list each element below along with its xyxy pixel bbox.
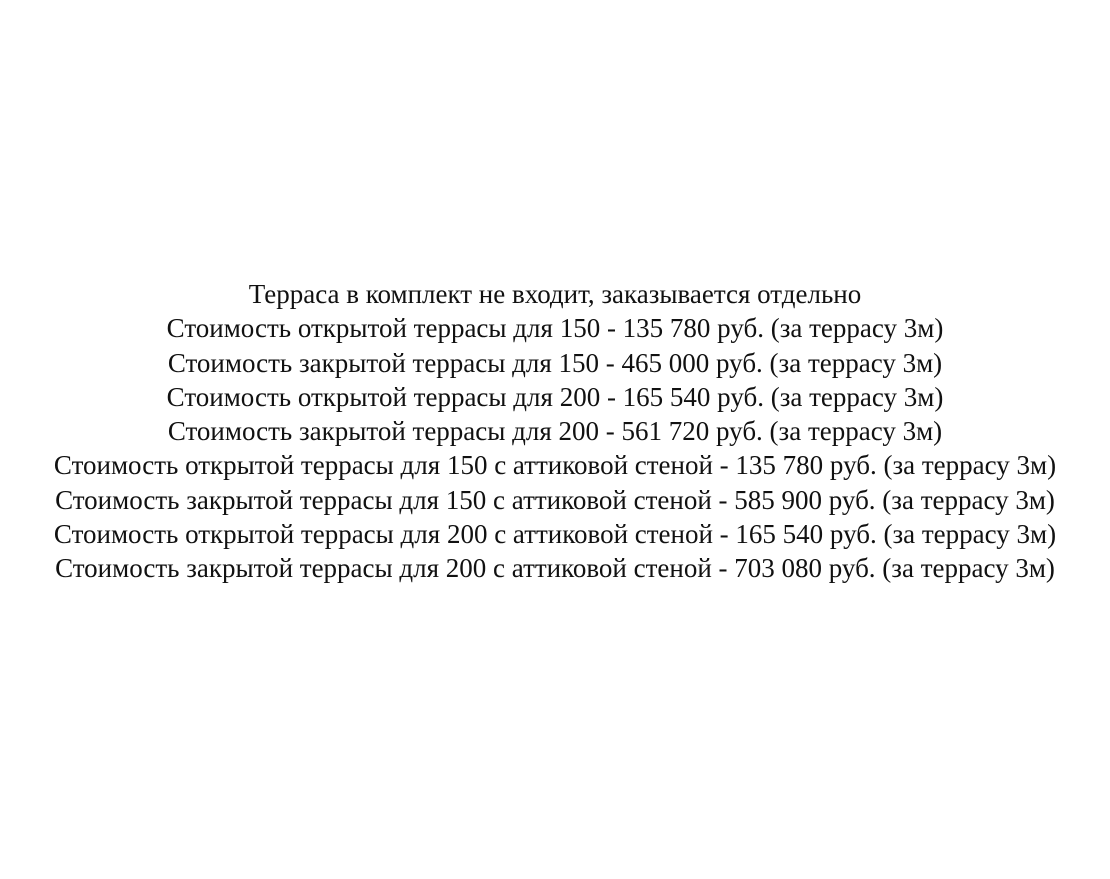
price-line: Стоимость открытой террасы для 200 - 165 540 руб. (за террасу 3м) [166, 381, 944, 412]
terrace-price-list [0, 277, 1110, 586]
price-line: Стоимость закрытой террасы для 150 - 465 000 руб. (за террасу 3м) [167, 347, 943, 378]
heading: Терраса в комплект не входит, заказывается отдельно [248, 279, 862, 309]
price-line: Стоимость закрытой террасы для 200 с аттиковой стеной - 703 080 руб. (за террасу 3м) [55, 553, 1055, 584]
price-line: Стоимость открытой террасы для 200 с аттиковой стеной - 165 540 руб. (за террасу 3м) [53, 519, 1057, 550]
price-line: Стоимость закрытой террасы для 200 - 561 720 руб. (за террасу 3м) [167, 416, 943, 447]
price-line: Стоимость закрытой террасы для 150 с аттиковой стеной - 585 900 руб. (за террасу 3м) [55, 484, 1055, 515]
price-line: Стоимость открытой террасы для 150 с аттиковой стеной - 135 780 руб. (за террасу 3м) [53, 450, 1057, 481]
price-line: Стоимость открытой террасы для 150 - 135 780 руб. (за террасу 3м) [166, 313, 944, 344]
